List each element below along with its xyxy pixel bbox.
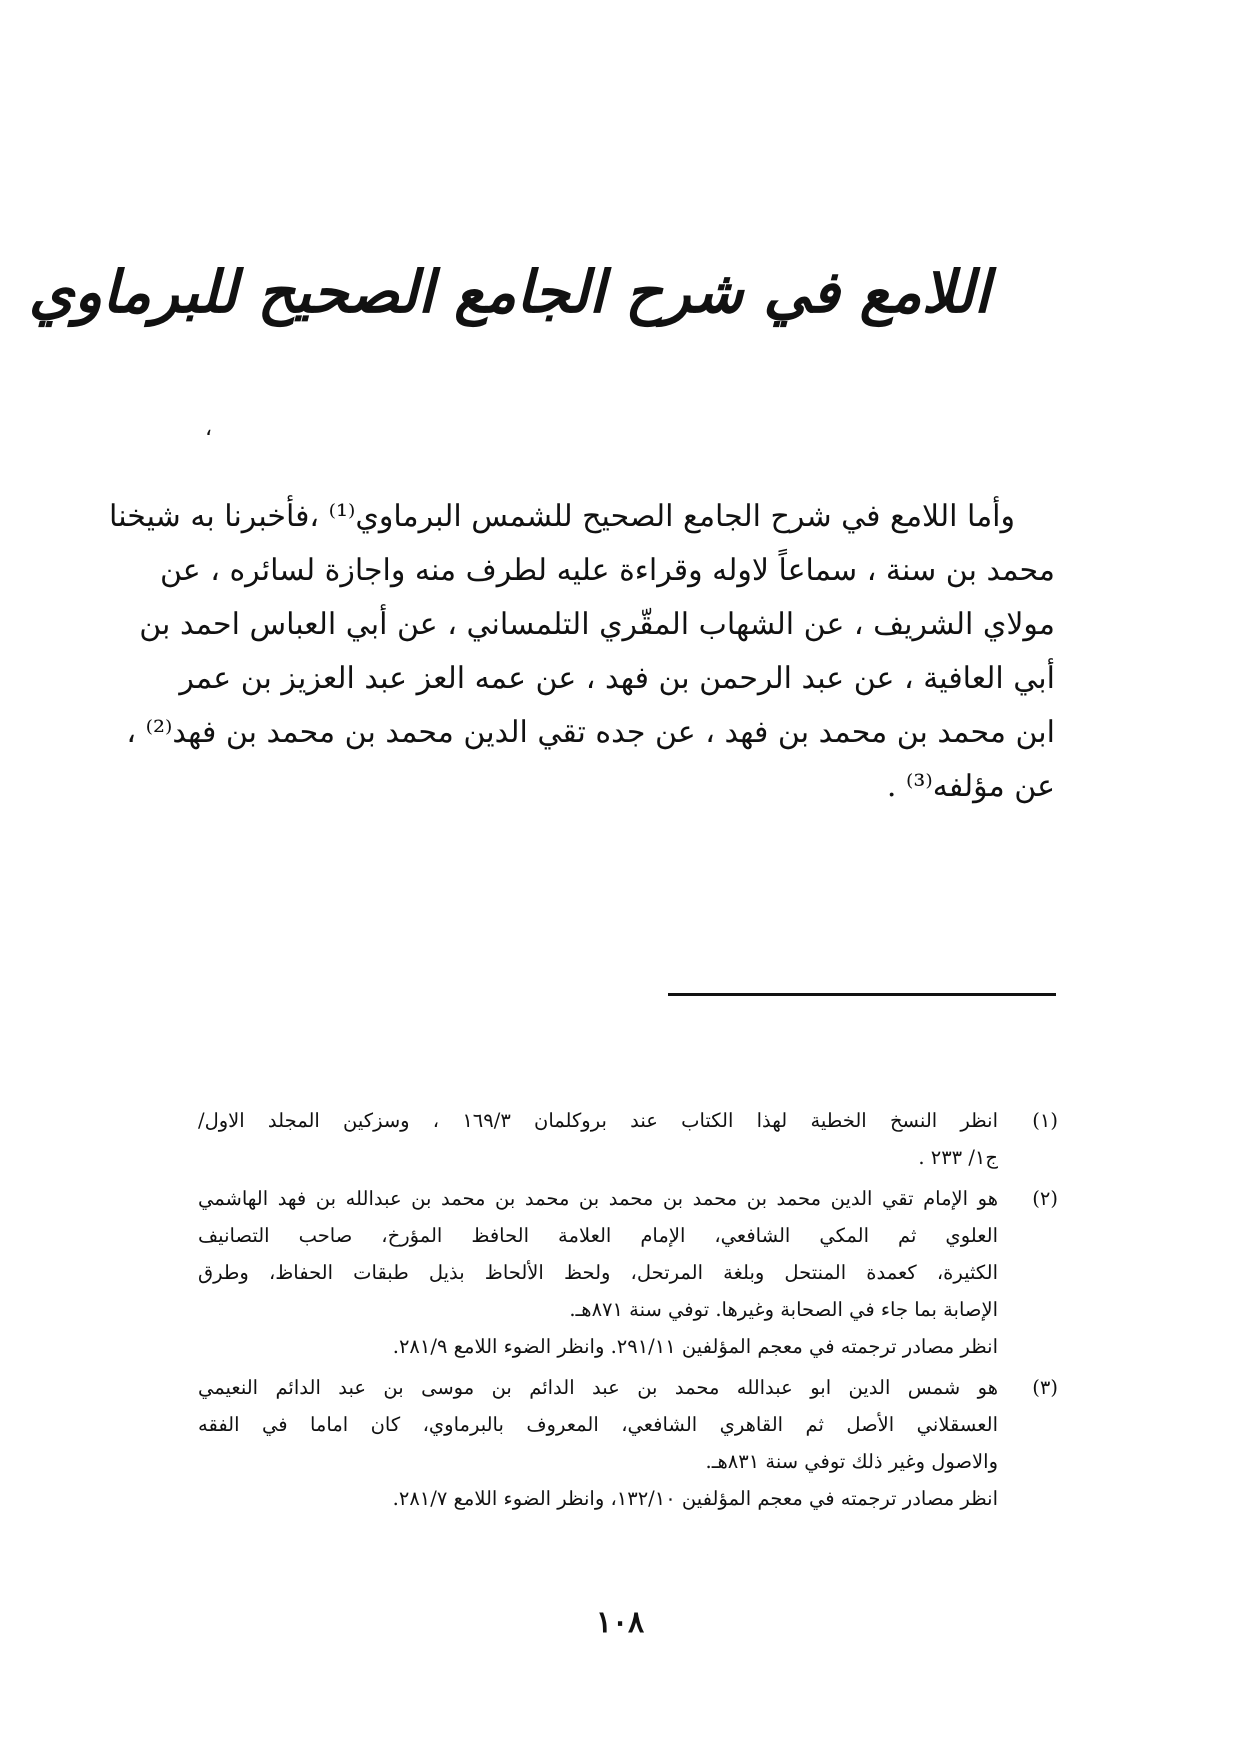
footnote-source: انظر مصادر ترجمته في معجم المؤلفين ٢٩١/١١. وانظر الضوء اللامع ٢٨١/٩. (392, 1335, 998, 1358)
footnote-line: انظر النسخ الخطية لهذا الكتاب عند بروكلمان ١٦٩/٣ ، وسزكين المجلد الاول/ (198, 1109, 999, 1132)
footnote-line: الكثيرة، كعمدة المنتحل وبلغة المرتحل، ولحظ الألحاظ بذيل طبقات الحفاظ، وطرق (198, 1261, 998, 1284)
paragraph-line: محمد بن سنة ، سماعاً لاوله وقراءة عليه لطرف منه واجازة لسائره ، عن (159, 553, 1055, 588)
footnote-2 (198, 1180, 1058, 1365)
paragraph-line: وأما اللامع في شرح الجامع الصحيح للشمس البرماوي⁽¹⁾ ،فأخبرنا به شيخنا (109, 499, 1015, 534)
footnote-source: انظر مصادر ترجمته في معجم المؤلفين ١٣٢/١٠، وانظر الضوء اللامع ٢٨١/٧. (392, 1487, 998, 1510)
footnote-line: هو شمس الدين ابو عبدالله محمد بن عبد الدائم بن موسى بن عبد الدائم النعيمي (198, 1376, 998, 1399)
footnote-line: هو الإمام تقي الدين محمد بن محمد بن محمد بن محمد بن محمد بن عبدالله بن فهد الهاشمي (198, 1187, 998, 1210)
paragraph-line: ابن محمد بن محمد بن فهد ، عن جده تقي الدين محمد بن محمد بن فهد⁽²⁾ ، (126, 715, 1055, 750)
footnote-number: (٢) (1032, 1187, 1058, 1210)
stray-mark: ، (205, 416, 213, 441)
footnote-line: العسقلاني الأصل ثم القاهري الشافعي، المعروف بالبرماوي، كان اماما في الفقه (198, 1413, 998, 1436)
footnote-1 (198, 1102, 1058, 1176)
footnote-3 (198, 1369, 1058, 1517)
paragraph-line: أبي العافية ، عن عبد الرحمن بن فهد ، عن عمه العز عبد العزيز بن عمر (179, 661, 1055, 696)
footnote-line: والاصول وغير ذلك توفي سنة ٨٣١هـ. (705, 1450, 998, 1473)
footnotes (198, 1102, 1058, 1521)
paragraph-line: مولاي الشريف ، عن الشهاب المقّري التلمساني ، عن أبي العباس احمد بن (139, 607, 1055, 642)
footnote-number: (١) (1032, 1109, 1058, 1132)
footnote-line: العلوي ثم المكي الشافعي، الإمام العلامة الحافظ المؤرخ، صاحب التصانيف (198, 1224, 998, 1247)
page-title: اللامع في شرح الجامع الصحيح للبرماوي (28, 258, 990, 326)
footnote-number: (٣) (1032, 1376, 1058, 1399)
main-paragraph (109, 490, 1055, 814)
page-number: ١٠٨ (595, 1605, 645, 1640)
paragraph-line: عن مؤلفه⁽³⁾ . (886, 769, 1055, 804)
footnote-line: ج١/ ٢٣٣ . (918, 1146, 998, 1169)
footnote-divider (668, 993, 1056, 996)
footnote-line: الإصابة بما جاء في الصحابة وغيرها. توفي سنة ٨٧١هـ. (569, 1298, 998, 1321)
